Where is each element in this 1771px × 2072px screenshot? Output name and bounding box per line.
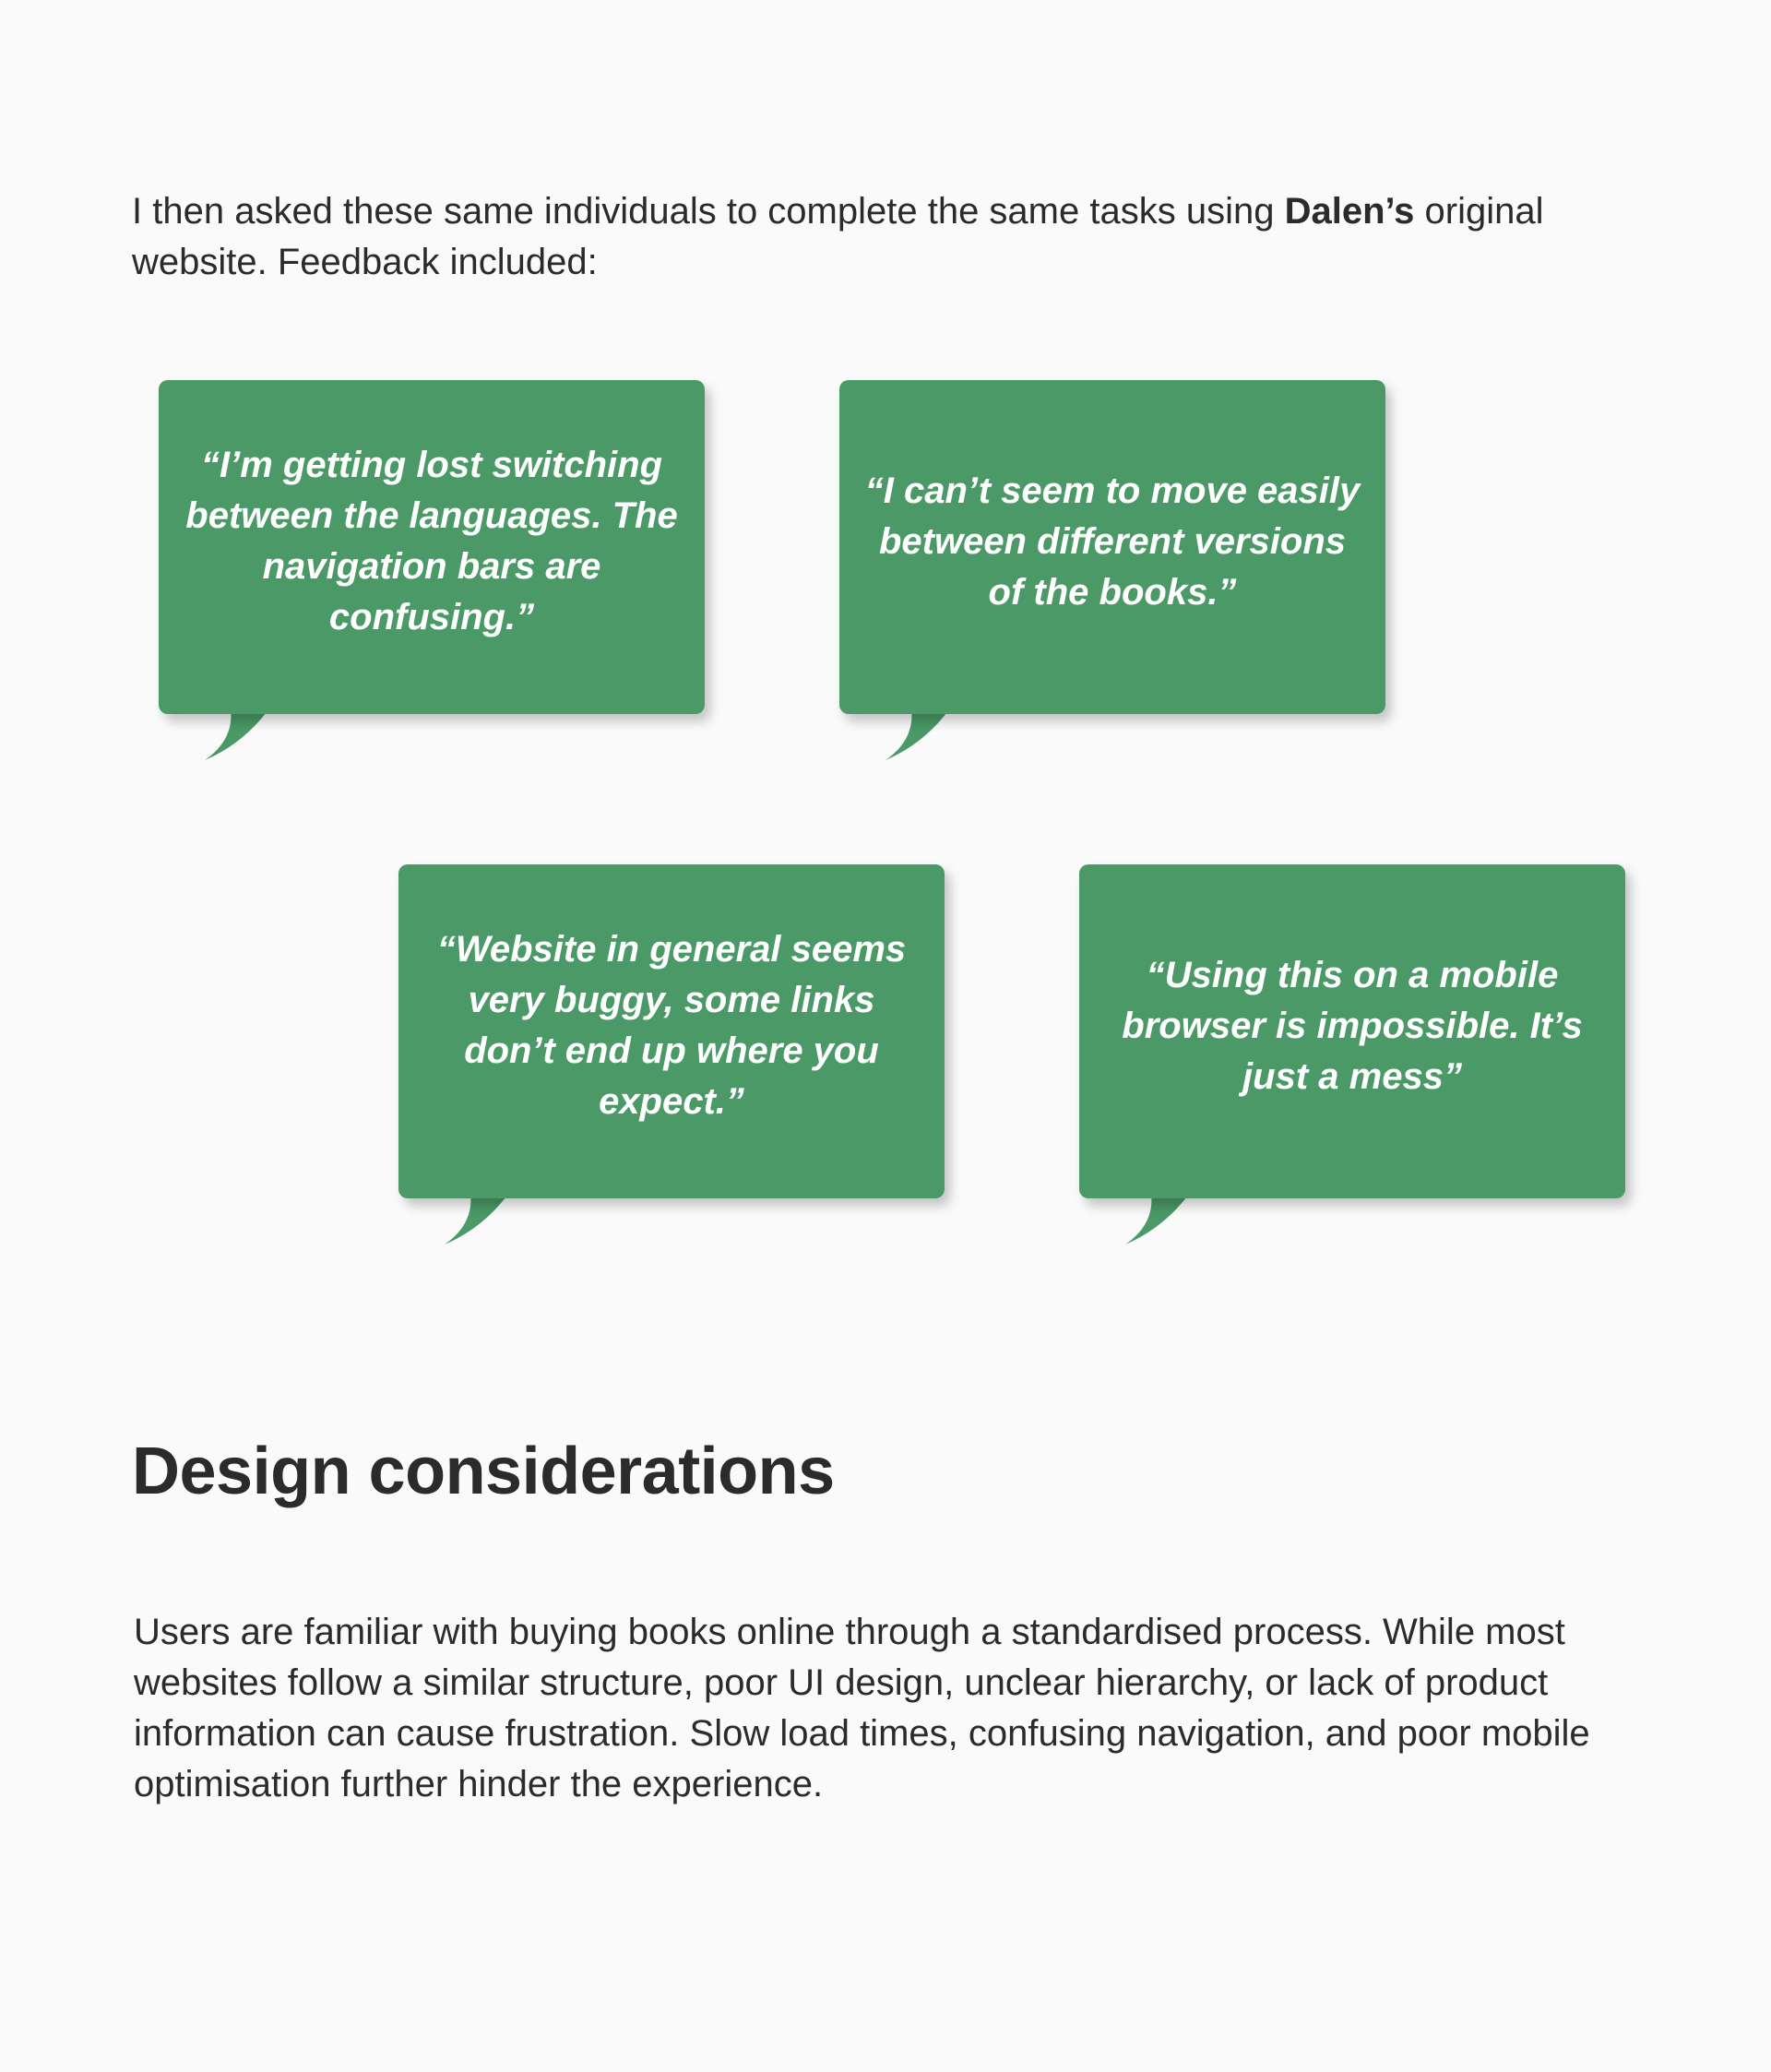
feedback-quote-3: “Website in general seems very buggy, some links don’t end up where you expect.”: [436, 929, 907, 1122]
speech-tail-icon: [205, 709, 288, 760]
feedback-bubble-2: [839, 380, 1385, 714]
intro-text-end: original website. Feedback included:: [132, 191, 1544, 282]
speech-tail-icon: [1125, 1193, 1208, 1244]
feedback-bubble-4: [1079, 864, 1625, 1198]
speech-tail-icon: [445, 1193, 528, 1244]
section-body: Users are familiar with buying books online through a standardised process. While most websites follow a similar structure, poor UI design, unclear hierarchy, or lack of product information can cause frustration. Slow load times, confusing navigation, and poor mobile optimisation further hinder the experience.: [134, 1612, 1590, 1804]
feedback-quote-4: “Using this on a mobile browser is impossible. It’s just a mess”: [1122, 954, 1583, 1097]
feedback-bubble-1: [159, 380, 705, 714]
feedback-bubble-3: [398, 864, 945, 1198]
intro-brand-name: Dalen’s: [1284, 191, 1415, 232]
speech-tail-icon: [886, 709, 969, 760]
feedback-quote-2: “I can’t seem to move easily between different versions of the books.”: [864, 470, 1361, 613]
feedback-quote-1: “I’m getting lost switching between the languages. The navigation bars are confusing.”: [185, 445, 678, 637]
feedback-bubble-box: [398, 864, 945, 1198]
feedback-bubble-box: [1079, 864, 1625, 1198]
intro-text-start: I then asked these same individuals to complete the same tasks using: [132, 191, 1285, 232]
intro-paragraph: [132, 186, 1654, 288]
feedback-bubble-box: [839, 380, 1385, 714]
section-heading: Design considerations: [132, 1435, 835, 1508]
feedback-bubble-box: [159, 380, 705, 714]
